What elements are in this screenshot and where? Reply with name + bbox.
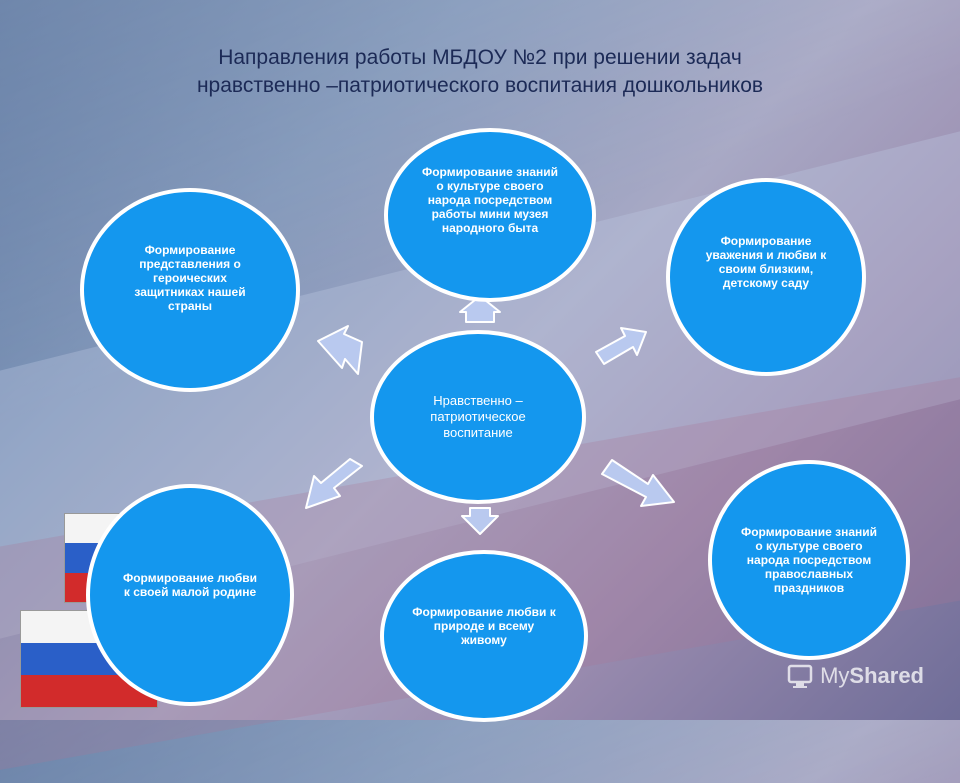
- node-nature: [380, 550, 588, 722]
- node-defenders: [80, 188, 300, 392]
- arrow-down-right: [602, 460, 674, 506]
- watermark: [786, 662, 924, 690]
- node-homeland-text: Формирование любви к своей малой родине: [122, 571, 258, 599]
- node-defenders-text: Формирование представления о героических защитниках нашей страны: [134, 243, 246, 313]
- watermark-text-part1: My: [820, 663, 850, 688]
- arrow-left: [318, 326, 362, 374]
- node-holidays-text: Формирование знаний о культуре своего народа посредством православных праздников: [740, 525, 878, 595]
- myshared-logo-icon: [786, 662, 814, 690]
- node-museum: [384, 128, 596, 302]
- title-line-2: нравственно –патриотического воспитания дошкольников: [196, 74, 764, 97]
- central-node-text: Нравственно – патриотическое воспитание: [430, 393, 526, 440]
- central-node: [370, 330, 586, 504]
- arrow-up-right: [596, 328, 646, 364]
- node-family: [666, 178, 866, 376]
- title-line-1: Направления работы МБДОУ №2 при решении задач: [218, 46, 742, 69]
- node-holidays: [708, 460, 910, 660]
- watermark-text: [820, 663, 924, 689]
- node-family-text: Формирование уважения и любви к своим близким, детскому саду: [705, 234, 827, 290]
- node-nature-text: Формирование любви к природе и всему живому: [412, 605, 556, 647]
- node-homeland: [86, 484, 294, 706]
- arrow-down: [462, 508, 498, 534]
- watermark-text-part2: Shared: [849, 663, 924, 688]
- node-museum-text: Формирование знаний о культуре своего народа посредством работы мини музея народного быта: [421, 165, 559, 235]
- arrow-down-left: [306, 459, 362, 508]
